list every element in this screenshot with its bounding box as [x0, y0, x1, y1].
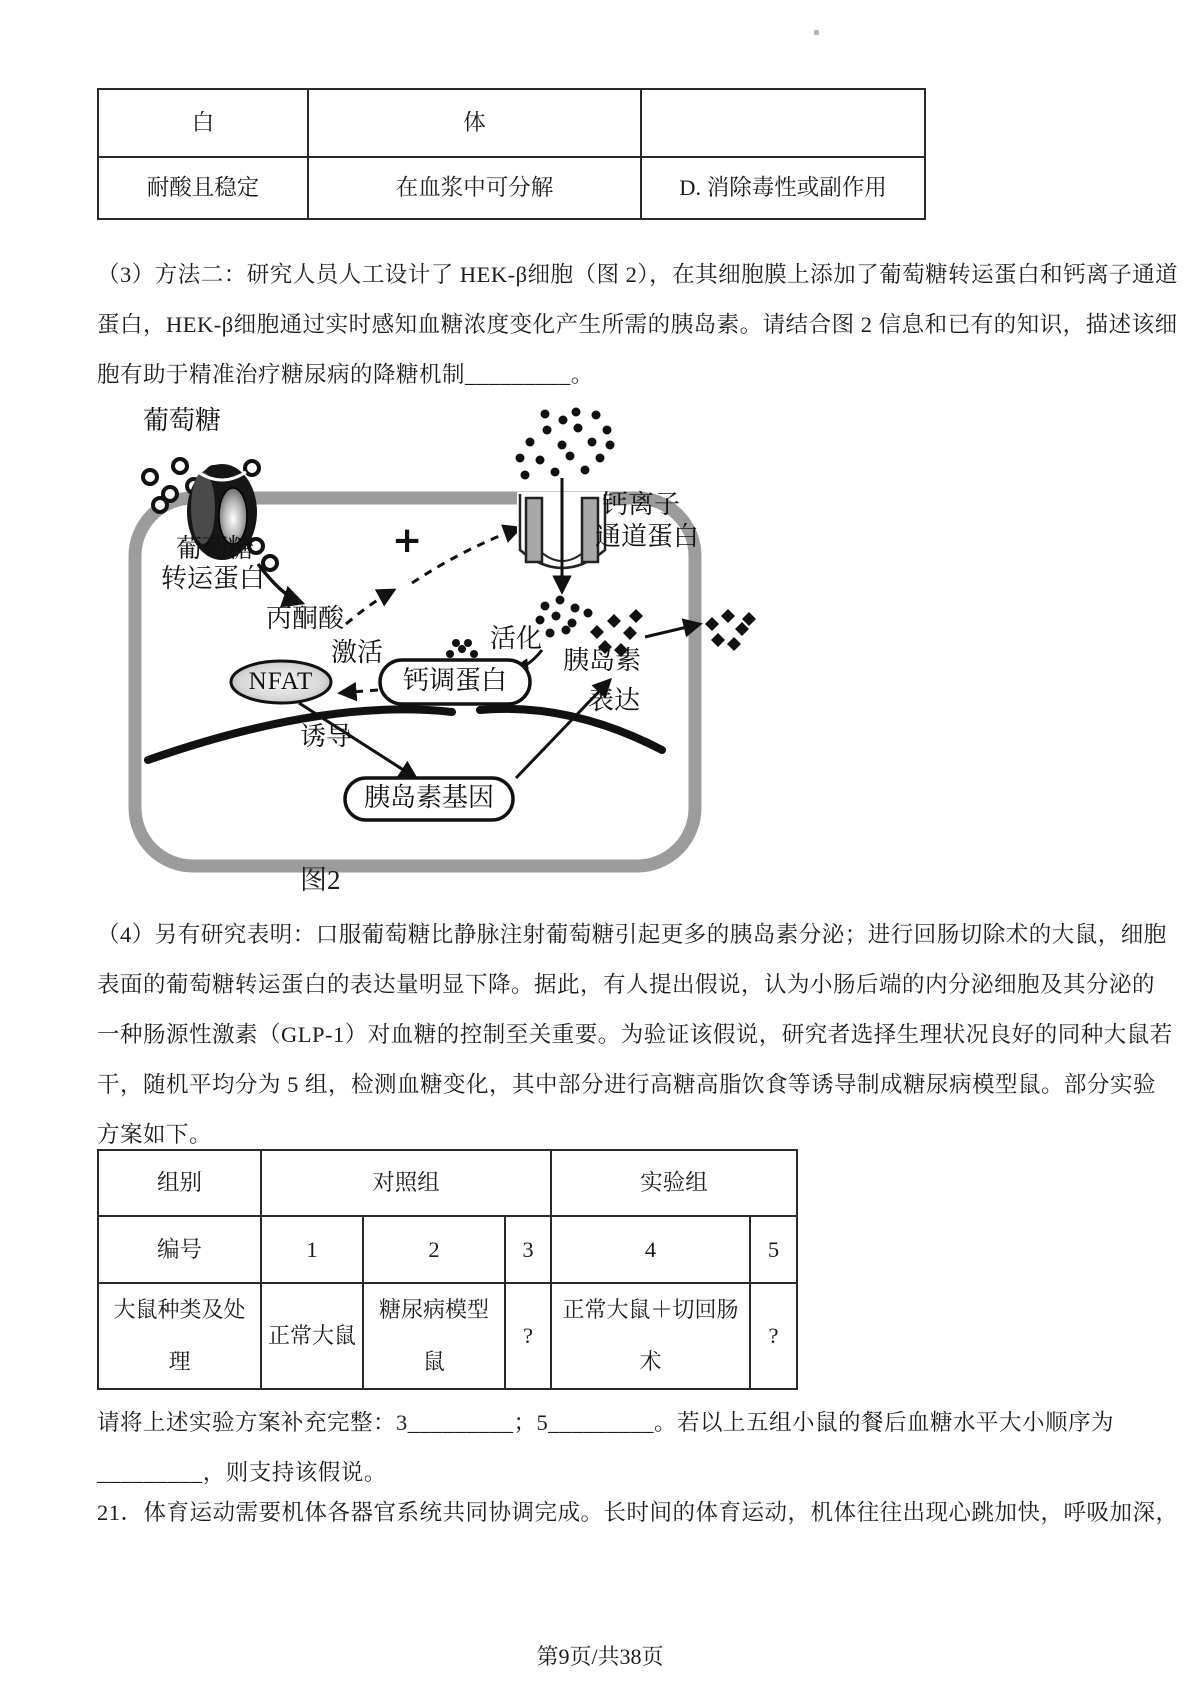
- calcium-ions-outside: [516, 408, 615, 480]
- table-cell: ?: [750, 1283, 797, 1389]
- insulin-label: 胰岛素: [563, 646, 642, 676]
- table-cell: [641, 89, 925, 157]
- insulin-diamonds-outside: [705, 609, 756, 651]
- fill-in-instructions: [97, 1398, 1117, 1498]
- nfat-label: NFAT: [248, 668, 314, 695]
- calcium-channel-label-line1: 钙离子: [602, 490, 681, 520]
- paragraph-line: 表面的葡萄糖转运蛋白的表达量明显下降。据此，有人提出假说，认为小肠后端的内分泌细胞及其分泌的: [97, 972, 1156, 997]
- table-cell: D. 消除毒性或副作用: [641, 157, 925, 219]
- paragraph-glp1: [97, 910, 1173, 1160]
- activation-in-label: 活化: [490, 624, 543, 654]
- table-row-treatment: [98, 1283, 797, 1389]
- paragraph-line: _________，则支持该假说。: [97, 1460, 387, 1485]
- table-cell: 对照组: [261, 1150, 551, 1216]
- paragraph-method2: [97, 250, 1179, 400]
- pyruvate-label: 丙酮酸: [266, 604, 345, 634]
- plus-sign: +: [392, 520, 423, 561]
- table-row: [98, 157, 925, 219]
- table-cell: 在血浆中可分解: [308, 157, 641, 219]
- table-cell: 1: [261, 1216, 363, 1283]
- paragraph-line: 一种肠源性激素（GLP-1）对血糖的控制至关重要。为验证该假说，研究者选择生理状况良好的同种大鼠若: [97, 1022, 1173, 1047]
- table-cell: 正常大鼠: [261, 1283, 363, 1389]
- table-cell: 编号: [98, 1216, 261, 1283]
- insulin-gene-label: 胰岛素基因: [363, 783, 494, 813]
- table-cell: 5: [750, 1216, 797, 1283]
- scan-artifact-dot: [814, 30, 819, 35]
- induce-label: 诱导: [300, 722, 353, 752]
- transporter-label-line1: 葡萄糖: [176, 534, 255, 564]
- table-cell: 3: [505, 1216, 551, 1283]
- table-row-numbers: [98, 1216, 797, 1283]
- table-cell: 大鼠种类及处理: [98, 1283, 261, 1389]
- table-row: [98, 89, 925, 157]
- question21-intro: [97, 1488, 1179, 1538]
- paragraph-line: 请将上述实验方案补充完整：3_________；5_________。若以上五组小鼠的餐后血糖水平大小顺序为: [97, 1410, 1115, 1435]
- paragraph-line: （3）方法二：研究人员人工设计了 HEK-β细胞（图 2），在其细胞膜上添加了葡萄糖转运蛋白和钙离子通道: [97, 262, 1179, 287]
- table-cell: 实验组: [551, 1150, 797, 1216]
- paragraph-line: 21．体育运动需要机体各器官系统共同协调完成。长时间的体育运动，机体往往出现心跳加快，呼吸加深，: [97, 1500, 1179, 1525]
- table-cell: 糖尿病模型鼠: [363, 1283, 505, 1389]
- table-cell: 耐酸且稳定: [98, 157, 308, 219]
- figure2-cell-diagram: [100, 400, 790, 880]
- page-number-footer: 第9页/共38页: [536, 1644, 664, 1669]
- paragraph-line: 胞有助于精准治疗糖尿病的降糖机制_________。: [97, 362, 594, 387]
- calmodulin-label: 钙调蛋白: [402, 666, 507, 696]
- paragraph-line: 干，随机平均分为 5 组，检测血糖变化，其中部分进行高糖高脂饮食等诱导制成糖尿病模型鼠。部分实验: [97, 1072, 1157, 1097]
- paragraph-line: 方案如下。: [97, 1122, 213, 1147]
- table-cell: 4: [551, 1216, 750, 1283]
- expression-label: 表达: [588, 686, 641, 716]
- top-answer-table: [97, 88, 926, 220]
- table-cell: 组别: [98, 1150, 261, 1216]
- table-cell: 白: [98, 89, 308, 157]
- paragraph-line: （4）另有研究表明：口服葡萄糖比静脉注射葡萄糖引起更多的胰岛素分泌；进行回肠切除术的大鼠，细胞: [97, 922, 1167, 947]
- table-cell: 体: [308, 89, 641, 157]
- figure2-caption: 图2: [300, 865, 341, 895]
- table-cell: 2: [363, 1216, 505, 1283]
- calcium-channel-label-line2: 通道蛋白: [595, 522, 700, 552]
- table-cell: 正常大鼠＋切回肠术: [551, 1283, 750, 1389]
- table-cell: ?: [505, 1283, 551, 1389]
- experiment-design-table: [97, 1149, 798, 1390]
- table-row-groups: [98, 1150, 797, 1216]
- activation-nfat-label: 激活: [331, 638, 384, 668]
- paragraph-line: 蛋白，HEK-β细胞通过实时感知血糖浓度变化产生所需的胰岛素。请结合图 2 信息和已有的知识，描述该细: [97, 312, 1178, 337]
- transporter-label-line2: 转运蛋白: [161, 564, 266, 594]
- glucose-label: 葡萄糖: [143, 406, 222, 436]
